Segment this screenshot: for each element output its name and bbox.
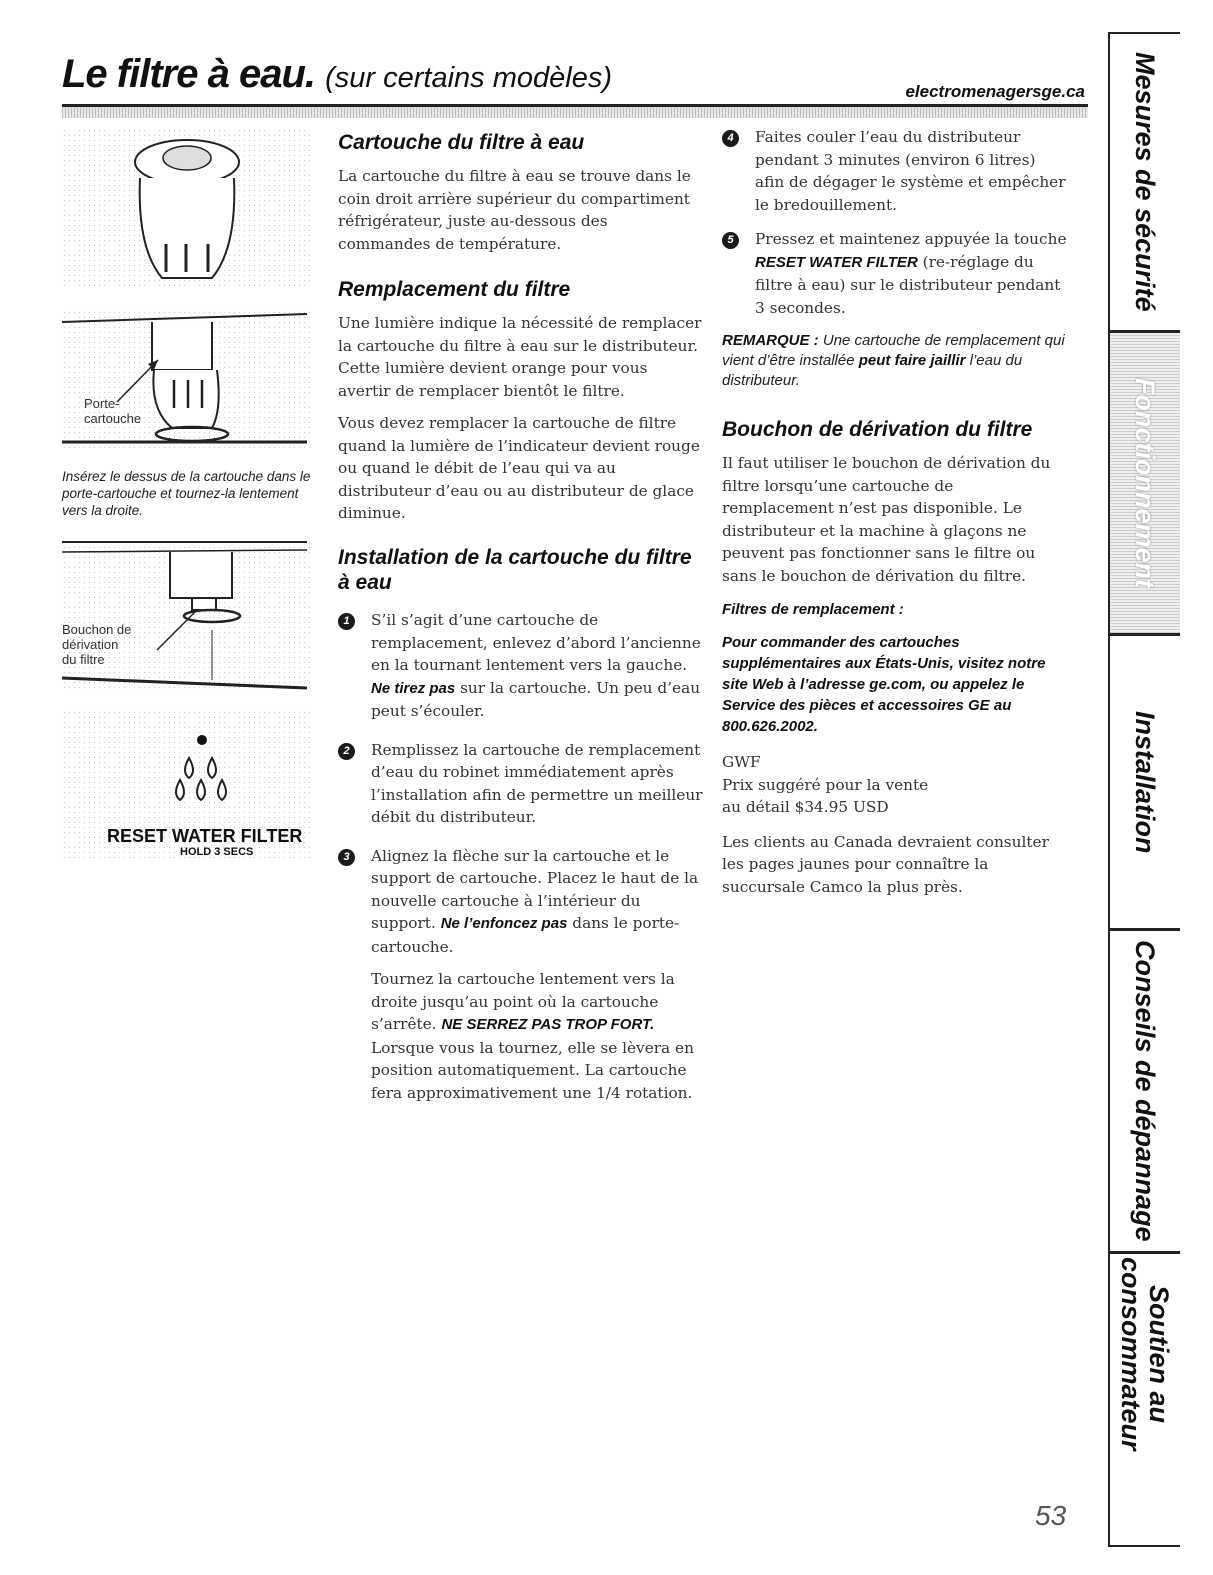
step-1-number-icon: 1: [338, 613, 355, 630]
page-title-main: Le filtre à eau.: [62, 52, 315, 96]
commander-text: Pour commander des cartouches supplémentaires aux États-Unis, visitez notre site Web à l’adresse ge.com, ou appelez le Service des pièces et accessoires GE au 800.626.2002.: [722, 634, 1046, 736]
paragraph-remplacement-1: Une lumière indique la nécessité de remplacer la cartouche du filtre à eau sur le distributeur. Cette lumière devient orange pour vous avertir de remplacer bientôt le filtre.: [338, 314, 702, 400]
step-2-number-icon: 2: [338, 743, 355, 760]
paragraph-cartouche: La cartouche du filtre à eau se trouve dans le coin droit arrière supérieur du compartiment réfrigérateur, juste au-dessous des commandes de température.: [338, 167, 691, 253]
step-1: [338, 609, 703, 723]
remarque-label: REMARQUE :: [722, 332, 819, 349]
step-3-number-icon: 3: [338, 849, 355, 866]
bouchon-label: Bouchon de dérivation du filtre: [62, 622, 132, 667]
tab-installation-label: Installation: [1130, 710, 1160, 854]
heading-installation: Installation de la cartouche du filtre à eau: [338, 545, 692, 595]
tab-conseils-depannage-label: Conseils de dépannage: [1130, 940, 1160, 1242]
step-3-warning: Ne l’enfoncez pas: [440, 915, 568, 933]
step-3b-text-c: Lorsque vous la tournez, elle se lèvera en position automatiquement. La cartouche fera approximativement une 1/4 rotation.: [371, 1038, 694, 1102]
page-subtitle: (sur certains modèles): [325, 62, 612, 94]
filter-cartridge-drawing: [62, 128, 312, 288]
tab-conseils-depannage[interactable]: [1110, 931, 1180, 1251]
step-3-text-a: Alignez la flèche sur la cartouche et le support de cartouche. Placez le haut de la nouvelle cartouche à l’intérieur du support.: [371, 846, 699, 933]
step-3: [338, 845, 703, 959]
step-4-text: Faites couler l’eau du distributeur pendant 3 minutes (environ 6 litres) afin de dégager le système et empêcher le bredouillement.: [755, 128, 1066, 214]
step-3b-text-a: Tournez la cartouche lentement vers la droite jusqu’au point où la cartouche s’arrête.: [371, 970, 675, 1034]
paragraph-bouchon: Il faut utiliser le bouchon de dérivation du filtre lorsqu’une cartouche de remplacement n’est pas disponible. Le distributeur et la machine à glaçons ne peuvent pas fonctionner sans le filtre ou sans le bouchon de dérivation du filtre.: [722, 454, 1051, 585]
heading-remplacement: Remplacement du filtre: [338, 278, 571, 302]
column-middle: [338, 130, 703, 1104]
step-4: [722, 126, 1067, 216]
step-2: [338, 739, 703, 829]
remarque-text-a: Une cartouche de remplacement qui vient d’être installée: [722, 332, 1065, 369]
bypass-plug-illustration: [62, 540, 312, 690]
step-1-warning: Ne tirez pas: [371, 679, 456, 697]
filter-cartridge-illustration: [62, 128, 312, 288]
step-2-text: Remplissez la cartouche de remplacement d’eau du robinet immédiatement après l’installation afin de permettre un meilleur débit du distributeur.: [371, 740, 703, 827]
step-4-number-icon: 4: [722, 130, 739, 147]
porte-cartouche-label: Porte- cartouche: [84, 396, 142, 426]
section-tabs: [1108, 32, 1180, 1547]
holder-install-drawing: [62, 310, 312, 448]
filtres-label: Filtres de remplacement :: [722, 601, 904, 619]
prix-text: Prix suggéré pour la vente au détail $34.95 USD: [722, 775, 929, 817]
tab-fonctionnement-label: Fonctionnement: [1130, 378, 1160, 588]
step-5-text-a: Pressez et maintenez appuyée la touche: [755, 230, 1067, 248]
column-right: [722, 126, 1067, 898]
model-number: GWF: [722, 753, 761, 772]
website-url: electromenagersge.ca: [905, 82, 1085, 101]
remarque-text-b: peut faire jaillir: [858, 352, 966, 369]
step-1-text-a: S’il s’agit d’une cartouche de remplacement, enlevez d’abord l’ancienne en la tournant lentement vers la gauche.: [371, 611, 701, 675]
step-1-text-c: sur la cartouche. Un peu d’eau peut s’écouler.: [371, 678, 701, 721]
step-3b-warning: NE SERREZ PAS TROP FORT.: [441, 1016, 655, 1034]
remarque-text-c: l’eau du distributeur.: [722, 352, 1023, 389]
step-5: [722, 228, 1067, 319]
tab-installation[interactable]: [1110, 636, 1180, 928]
canada-text: Les clients au Canada devraient consulter les pages jaunes pour connaître la succursale Camco la plus près.: [722, 832, 1049, 896]
water-drops-icon: [62, 710, 312, 820]
tab-mesures-securite-label: Mesures de sécurité: [1130, 52, 1160, 312]
page-title: [62, 52, 612, 97]
holder-install-illustration: [62, 310, 312, 448]
heading-bouchon: Bouchon de dérivation du filtre: [722, 418, 1033, 441]
tab-mesures-securite[interactable]: [1110, 34, 1180, 330]
step-5-text-c: (re-réglage du filtre à eau) sur le distributeur pendant 3 secondes.: [755, 252, 1061, 317]
bypass-plug-drawing: [62, 540, 312, 690]
tab-fonctionnement[interactable]: [1110, 333, 1180, 633]
step-3-continued: [338, 968, 703, 1104]
tab-soutien-consommateur-label: Soutien au consommateur: [1116, 1257, 1174, 1451]
step-5-button-name: RESET WATER FILTER: [755, 253, 918, 271]
step-3-text-c: dans le porte-cartouche.: [371, 914, 680, 956]
header-rule: [62, 104, 1088, 118]
hold-3-secs-label: HOLD 3 SECS: [180, 846, 254, 858]
remarque-note: [722, 331, 1067, 391]
heading-cartouche: Cartouche du filtre à eau: [338, 131, 585, 154]
step-5-number-icon: 5: [722, 232, 739, 249]
illustration-caption: Insérez le dessus de la cartouche dans le porte-cartouche et tournez-la lentement vers la droite.: [62, 469, 311, 518]
tab-soutien-consommateur[interactable]: [1110, 1254, 1180, 1454]
reset-button-illustration: [62, 710, 312, 860]
page-number: 53: [1035, 1500, 1067, 1531]
reset-water-filter-label: RESET WATER FILTER: [107, 826, 303, 846]
paragraph-remplacement-2: Vous devez remplacer la cartouche de filtre quand la lumière de l’indicateur devient rouge ou quand le débit de l’eau qui va au distributeur d’eau ou au distributeur de glace diminue.: [338, 414, 700, 523]
